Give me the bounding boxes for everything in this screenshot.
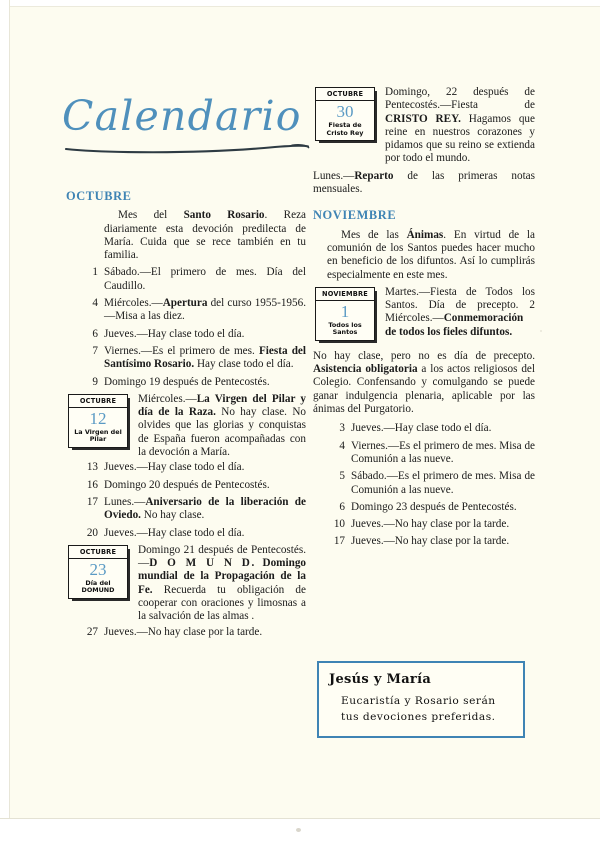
day-number: 17 bbox=[86, 495, 98, 508]
scan-edge-left-line bbox=[9, 0, 10, 847]
day-number: 20 bbox=[86, 526, 98, 539]
entry-nov-6 bbox=[313, 501, 535, 514]
entry-text: Jueves.—No hay clase por la tarde. bbox=[351, 535, 510, 548]
october-intro: Mes del Santo Rosario. Reza diariamente esta devoción predilecta de María. Cuida que se rece también en tu familia. bbox=[104, 209, 306, 262]
entry-oct-4: 4 Miércoles.—Apertura del curso 1955-1956.—Misa a las diez. bbox=[66, 297, 306, 324]
motto-line-2: tus devociones preferidas. bbox=[341, 711, 496, 723]
feast-month-label: OCTUBRE bbox=[69, 548, 127, 559]
feast-caption: Todos los Santos bbox=[328, 320, 362, 337]
nov-2-continuation: No hay clase, pero no es día de precepto. Asistencia obligatoria a los actos religiosos del Colegio. Confensando y comulgando se puede ganar indulgencia plenaria, aplicable por las ánimas del Purgatorio. bbox=[313, 349, 535, 416]
nov-1-text: Martes.—Fiesta de Todos los Santos. Día de precepto. bbox=[385, 285, 535, 312]
scan-speck bbox=[296, 828, 301, 832]
entry-nov-17 bbox=[313, 535, 535, 548]
day-number: 6 bbox=[339, 500, 345, 513]
entry-text: Jueves.—No hay clase por la tarde. bbox=[351, 518, 510, 531]
entry-text: Jueves.—Hay clase todo el día. bbox=[104, 526, 245, 539]
entry-nov-5 bbox=[313, 470, 535, 497]
feast-month-label: NOVIEMBRE bbox=[316, 290, 374, 301]
feast-block-domund bbox=[66, 544, 306, 624]
feast-day-number: 12 bbox=[89, 408, 107, 428]
feast-paragraph: Recuerda tu obligación de cooperar con oraciones y limosnas a la salvación de las almas . bbox=[138, 583, 306, 623]
feast-caption: La Virgen del Pilar bbox=[74, 427, 122, 444]
day-number: 2 bbox=[529, 299, 535, 312]
entry-text: Jueves.—Hay clase todo el día. bbox=[104, 461, 245, 474]
motto-box bbox=[317, 661, 525, 738]
entry-text: Jueves.—Hay clase todo el día. bbox=[104, 327, 245, 340]
left-column bbox=[66, 190, 306, 643]
entry-text: Domingo 19 después de Pentecostés. bbox=[104, 375, 270, 388]
entry-nov-3 bbox=[313, 422, 535, 435]
motto-title: Jesús y María bbox=[329, 672, 432, 687]
entry-text: Viernes.—Es el primero de mes. Misa de Comunión a las nueve. bbox=[351, 439, 535, 465]
right-column bbox=[313, 84, 535, 553]
entry-oct-27 bbox=[66, 626, 306, 639]
day-number: 9 bbox=[92, 375, 98, 388]
entry-oct-6 bbox=[66, 328, 306, 341]
feast-date-box bbox=[68, 394, 128, 448]
entry-text: Domingo 20 después de Pentecostés. bbox=[104, 478, 270, 491]
scan-edge-bottom-line bbox=[0, 818, 600, 819]
feast-caption: Fiesta de Cristo Rey bbox=[326, 121, 364, 137]
feast-description: Domingo 21 después de Pentecostés.—D O M U N D. Domingo mundial de la Propagación de la Fe. Recuerda tu obligación de cooperar con oraciones y limosnas a la salvación de las almas . bbox=[138, 543, 307, 623]
feast-block-todos-santos bbox=[313, 286, 535, 348]
page-title-text: Calendario bbox=[62, 92, 302, 140]
day-number: 27 bbox=[86, 625, 98, 638]
scan-edge-top-line bbox=[0, 6, 600, 7]
entry-nov-4 bbox=[313, 440, 535, 467]
scan-edge-bottom bbox=[0, 819, 600, 847]
feast-day-number: 23 bbox=[89, 559, 107, 579]
day-number: 4 bbox=[339, 439, 345, 452]
entry-oct-9 bbox=[66, 376, 306, 389]
entry-oct-16 bbox=[66, 479, 306, 492]
entry-oct-13 bbox=[66, 461, 306, 474]
scan-speck bbox=[540, 330, 542, 332]
feast-caption: Día del DOMUND bbox=[81, 578, 115, 595]
day-number: 16 bbox=[86, 478, 98, 491]
feast-paragraph: No olvides que las glorias y conquistas de España fueron acompañadas con la devoción a María. bbox=[138, 406, 307, 459]
entry-text: Domingo 23 después de Pentecostés. bbox=[351, 500, 517, 513]
feast-month-label: OCTUBRE bbox=[316, 90, 374, 101]
feast-day-number: 1 bbox=[340, 301, 350, 321]
entry-text: Sábado.—El primero de mes. Día del Caudillo. bbox=[104, 266, 306, 292]
feast-month-label: OCTUBRE bbox=[69, 397, 127, 408]
entry-text: Jueves.—No hay clase por la tarde. bbox=[104, 625, 263, 638]
feast-block-cristo-rey bbox=[313, 86, 535, 166]
day-number: 13 bbox=[86, 461, 98, 474]
entry-oct-20 bbox=[66, 527, 306, 540]
entry-oct-1 bbox=[66, 266, 306, 293]
day-number: 5 bbox=[339, 470, 345, 483]
entry-oct-7: 7 Viernes.—Es el primero de mes. Fiesta del Santísimo Rosario. Hay clase todo el día. bbox=[66, 345, 306, 372]
day-number: 6 bbox=[92, 327, 98, 340]
feast-date-box bbox=[315, 287, 375, 341]
month-heading-november: NOVIEMBRE bbox=[313, 208, 397, 223]
feast-description: Miércoles.—La Virgen del Pilar y día de la Raza. No hay clase. No olvides que las glorias y conquistas de España fueron acompañadas con la devoción a María. bbox=[138, 392, 307, 459]
month-heading-october: OCTUBRE bbox=[66, 189, 132, 203]
day-number: 7 bbox=[92, 344, 98, 357]
feast-block-pilar bbox=[66, 393, 306, 459]
entry-oct-31-lunes: Lunes.—Reparto de las primeras notas mensuales. bbox=[313, 169, 535, 196]
page-title bbox=[62, 92, 332, 166]
day-number: 1 bbox=[92, 266, 98, 279]
scan-speck bbox=[120, 300, 122, 302]
day-number: 3 bbox=[339, 422, 345, 435]
feast-date-box bbox=[315, 87, 375, 141]
scan-edge-left bbox=[0, 0, 9, 847]
feast-date-box bbox=[68, 545, 128, 599]
day-number: 4 bbox=[92, 297, 98, 310]
motto-line-1: Eucaristía y Rosario serán bbox=[341, 695, 496, 707]
entry-text: Sábado.—Es el primero de mes. Misa de Comunión a las nueve. bbox=[351, 470, 535, 496]
title-flourish-icon bbox=[64, 143, 310, 154]
feast-day-number: 30 bbox=[336, 102, 354, 121]
feast-description: Martes.—Fiesta de Todos los Santos. Día de precepto. 2 Miércoles.—Conmemoración de todos los fieles difuntos. bbox=[385, 285, 535, 338]
entry-text: Jueves.—Hay clase todo el día. bbox=[351, 422, 492, 435]
november-intro: Mes de las Ánimas. En virtud de la comunión de los Santos puedes hacer mucho en beneficio de los difuntos. Así lo cumplirás especialmente en este mes. bbox=[327, 228, 535, 281]
feast-description: Domingo, 22 después de Pentecostés.—Fiesta de CRISTO REY. Hagamos que reine en nuestros corazones y pidamos que su reino se extienda por todo el mundo. bbox=[385, 86, 535, 165]
entry-nov-10 bbox=[313, 518, 535, 531]
day-number: 10 bbox=[333, 518, 345, 531]
entry-oct-17: 17 Lunes.—Aniversario de la liberación de Oviedo. No hay clase. bbox=[66, 496, 306, 523]
day-number: 17 bbox=[333, 535, 345, 548]
